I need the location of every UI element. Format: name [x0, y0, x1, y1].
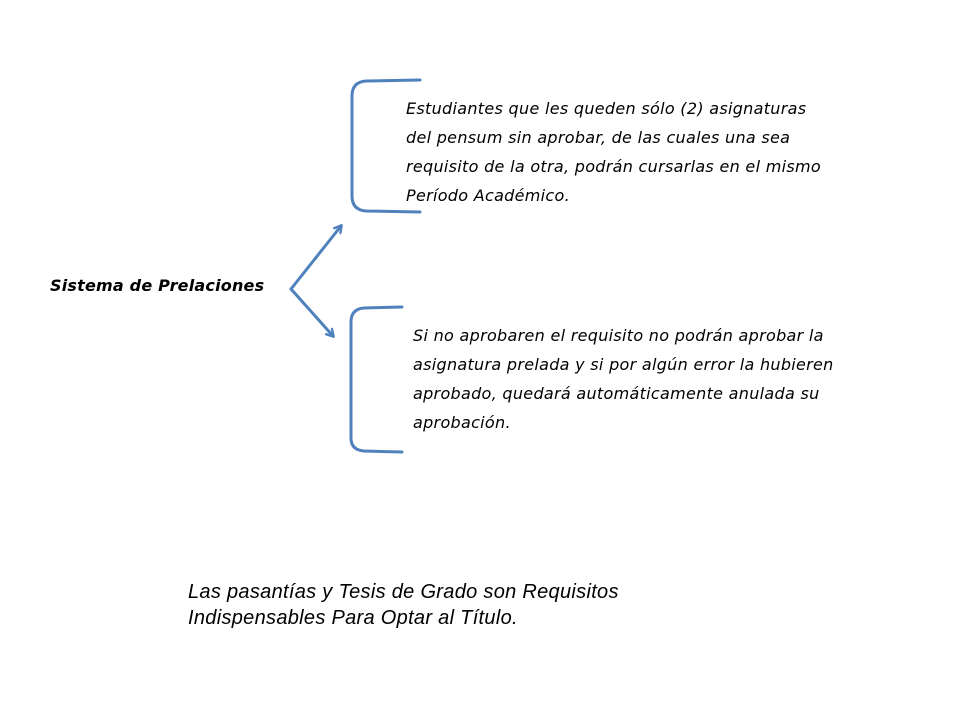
bottom-branch-bracket	[351, 307, 402, 452]
root-label: Sistema de Prelaciones	[50, 276, 265, 295]
bottom-branch-text: Si no aprobaren el requisito no podrán aprobar la asignatura prelada y si por algún error la hubieren aprobado, quedará automáticamente anulada su aprobación.	[413, 326, 834, 432]
arrow-to-top-branch	[291, 226, 341, 289]
arrow-to-bottom-branch	[291, 289, 333, 336]
top-branch-text: Estudiantes que les queden sólo (2) asignaturas del pensum sin aprobar, de las cuales una sea requisito de la otra, podrán cursarlas en el mismo Período Académico.	[406, 99, 821, 205]
footer-note: Las pasantías y Tesis de Grado son Requisitos Indispensables Para Optar al Título.	[188, 581, 619, 629]
